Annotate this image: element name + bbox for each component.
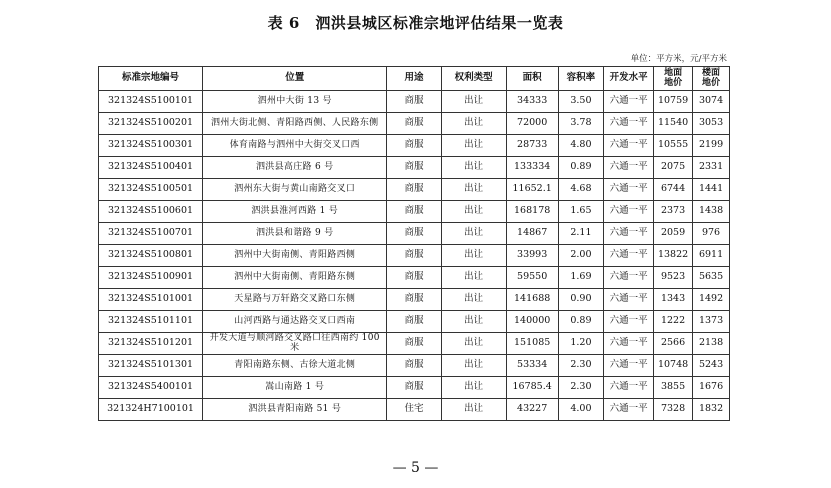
cell-location: 开发大道与顺河路交叉路口往西南约 100 米 bbox=[203, 333, 387, 355]
cell-right-type: 出让 bbox=[441, 355, 506, 377]
header-floor-price-line2: 地价 bbox=[702, 77, 721, 88]
cell-land-price: 7328 bbox=[654, 399, 693, 421]
cell-floor-price: 6911 bbox=[693, 245, 730, 267]
cell-dev-level: 六通一平 bbox=[604, 289, 654, 311]
header-row bbox=[99, 67, 730, 91]
cell-use: 商服 bbox=[387, 113, 441, 135]
cell-land-price: 2373 bbox=[654, 201, 693, 223]
cell-land-price: 11540 bbox=[654, 113, 693, 135]
cell-use: 商服 bbox=[387, 91, 441, 113]
cell-right-type: 出让 bbox=[441, 113, 506, 135]
cell-land-price: 3855 bbox=[654, 377, 693, 399]
cell-code: 321324S5100701 bbox=[99, 223, 203, 245]
cell-land-price: 2075 bbox=[654, 157, 693, 179]
header-floor-price-line1: 楼面 bbox=[702, 68, 721, 79]
cell-location: 泗洪县淮河西路 1 号 bbox=[203, 201, 387, 223]
cell-far: 0.90 bbox=[558, 289, 604, 311]
cell-land-price: 13822 bbox=[654, 245, 693, 267]
cell-location: 泗州中大街南侧、青阳路东侧 bbox=[203, 267, 387, 289]
cell-right-type: 出让 bbox=[441, 289, 506, 311]
header-dev-level: 开发水平 bbox=[604, 67, 654, 91]
cell-right-type: 出让 bbox=[441, 267, 506, 289]
cell-right-type: 出让 bbox=[441, 179, 506, 201]
table-row bbox=[99, 267, 730, 289]
cell-right-type: 出让 bbox=[441, 377, 506, 399]
table-row bbox=[99, 311, 730, 333]
cell-right-type: 出让 bbox=[441, 245, 506, 267]
cell-dev-level: 六通一平 bbox=[604, 267, 654, 289]
cell-land-price: 10748 bbox=[654, 355, 693, 377]
cell-code: 321324S5100901 bbox=[99, 267, 203, 289]
cell-area: 59550 bbox=[506, 267, 558, 289]
cell-land-price: 1222 bbox=[654, 311, 693, 333]
cell-code: 321324S5100801 bbox=[99, 245, 203, 267]
cell-land-price: 6744 bbox=[654, 179, 693, 201]
cell-dev-level: 六通一平 bbox=[604, 377, 654, 399]
cell-code: 321324S5100101 bbox=[99, 91, 203, 113]
cell-use: 商服 bbox=[387, 179, 441, 201]
cell-floor-price: 976 bbox=[693, 223, 730, 245]
cell-far: 0.89 bbox=[558, 157, 604, 179]
cell-dev-level: 六通一平 bbox=[604, 201, 654, 223]
cell-area: 28733 bbox=[506, 135, 558, 157]
cell-far: 2.30 bbox=[558, 355, 604, 377]
cell-use: 商服 bbox=[387, 135, 441, 157]
cell-land-price: 9523 bbox=[654, 267, 693, 289]
header-far: 容积率 bbox=[558, 67, 604, 91]
cell-dev-level: 六通一平 bbox=[604, 223, 654, 245]
cell-use: 商服 bbox=[387, 289, 441, 311]
cell-use: 住宅 bbox=[387, 399, 441, 421]
cell-code: 321324S5100301 bbox=[99, 135, 203, 157]
cell-floor-price: 2138 bbox=[693, 333, 730, 355]
cell-far: 1.69 bbox=[558, 267, 604, 289]
cell-right-type: 出让 bbox=[441, 223, 506, 245]
cell-dev-level: 六通一平 bbox=[604, 399, 654, 421]
cell-code: 321324S5100201 bbox=[99, 113, 203, 135]
cell-far: 3.50 bbox=[558, 91, 604, 113]
cell-dev-level: 六通一平 bbox=[604, 333, 654, 355]
table-row bbox=[99, 201, 730, 223]
cell-floor-price: 3053 bbox=[693, 113, 730, 135]
cell-area: 14867 bbox=[506, 223, 558, 245]
cell-floor-price: 1373 bbox=[693, 311, 730, 333]
cell-code: 321324H7100101 bbox=[99, 399, 203, 421]
cell-floor-price: 1492 bbox=[693, 289, 730, 311]
cell-far: 4.80 bbox=[558, 135, 604, 157]
cell-area: 11652.1 bbox=[506, 179, 558, 201]
cell-location: 泗州大街北侧、青阳路西侧、人民路东侧 bbox=[203, 113, 387, 135]
cell-floor-price: 5243 bbox=[693, 355, 730, 377]
unit-note: 单位：平方米，元/平方米 bbox=[630, 54, 727, 64]
page-number: — 5 — bbox=[392, 460, 439, 476]
header-land-price-line1: 地面 bbox=[664, 68, 683, 79]
cell-code: 321324S5100501 bbox=[99, 179, 203, 201]
table-row bbox=[99, 399, 730, 421]
cell-right-type: 出让 bbox=[441, 157, 506, 179]
table-row bbox=[99, 377, 730, 399]
cell-land-price: 2059 bbox=[654, 223, 693, 245]
cell-code: 321324S5400101 bbox=[99, 377, 203, 399]
cell-far: 2.11 bbox=[558, 223, 604, 245]
cell-location: 泗洪县青阳南路 51 号 bbox=[203, 399, 387, 421]
cell-far: 2.30 bbox=[558, 377, 604, 399]
land-valuation-table bbox=[98, 66, 730, 421]
table-title: 表 6 泗洪县城区标准宗地评估结果一览表 bbox=[267, 14, 564, 32]
cell-use: 商服 bbox=[387, 355, 441, 377]
cell-dev-level: 六通一平 bbox=[604, 355, 654, 377]
cell-area: 72000 bbox=[506, 113, 558, 135]
cell-location: 天星路与万轩路交叉路口东侧 bbox=[203, 289, 387, 311]
cell-floor-price: 1832 bbox=[693, 399, 730, 421]
header-land-price bbox=[654, 67, 693, 91]
cell-far: 3.78 bbox=[558, 113, 604, 135]
cell-code: 321324S5101001 bbox=[99, 289, 203, 311]
cell-use: 商服 bbox=[387, 157, 441, 179]
cell-dev-level: 六通一平 bbox=[604, 135, 654, 157]
cell-dev-level: 六通一平 bbox=[604, 91, 654, 113]
cell-use: 商服 bbox=[387, 377, 441, 399]
cell-location: 泗洪县和谐路 9 号 bbox=[203, 223, 387, 245]
cell-land-price: 2566 bbox=[654, 333, 693, 355]
table-row bbox=[99, 157, 730, 179]
cell-right-type: 出让 bbox=[441, 333, 506, 355]
cell-area: 151085 bbox=[506, 333, 558, 355]
cell-dev-level: 六通一平 bbox=[604, 157, 654, 179]
table-row bbox=[99, 135, 730, 157]
cell-use: 商服 bbox=[387, 311, 441, 333]
header-right-type: 权利类型 bbox=[441, 67, 506, 91]
cell-right-type: 出让 bbox=[441, 311, 506, 333]
header-code: 标准宗地编号 bbox=[99, 67, 203, 91]
cell-land-price: 10759 bbox=[654, 91, 693, 113]
cell-area: 16785.4 bbox=[506, 377, 558, 399]
cell-right-type: 出让 bbox=[441, 399, 506, 421]
cell-use: 商服 bbox=[387, 333, 441, 355]
table-row bbox=[99, 245, 730, 267]
table-row bbox=[99, 355, 730, 377]
cell-area: 141688 bbox=[506, 289, 558, 311]
cell-area: 53334 bbox=[506, 355, 558, 377]
table-row bbox=[99, 113, 730, 135]
cell-right-type: 出让 bbox=[441, 91, 506, 113]
cell-location: 嵩山南路 1 号 bbox=[203, 377, 387, 399]
cell-dev-level: 六通一平 bbox=[604, 311, 654, 333]
cell-dev-level: 六通一平 bbox=[604, 245, 654, 267]
cell-far: 1.65 bbox=[558, 201, 604, 223]
table-body bbox=[99, 91, 730, 421]
cell-location: 青阳南路东侧、古徐大道北侧 bbox=[203, 355, 387, 377]
cell-far: 4.00 bbox=[558, 399, 604, 421]
cell-floor-price: 1438 bbox=[693, 201, 730, 223]
header-floor-price bbox=[693, 67, 730, 91]
header-use: 用途 bbox=[387, 67, 441, 91]
cell-floor-price: 2331 bbox=[693, 157, 730, 179]
cell-area: 34333 bbox=[506, 91, 558, 113]
cell-floor-price: 1676 bbox=[693, 377, 730, 399]
cell-use: 商服 bbox=[387, 223, 441, 245]
table-row bbox=[99, 223, 730, 245]
cell-right-type: 出让 bbox=[441, 135, 506, 157]
cell-dev-level: 六通一平 bbox=[604, 179, 654, 201]
cell-use: 商服 bbox=[387, 245, 441, 267]
cell-area: 140000 bbox=[506, 311, 558, 333]
cell-use: 商服 bbox=[387, 267, 441, 289]
table-row bbox=[99, 333, 730, 355]
cell-area: 133334 bbox=[506, 157, 558, 179]
header-area: 面积 bbox=[506, 67, 558, 91]
cell-code: 321324S5100601 bbox=[99, 201, 203, 223]
cell-code: 321324S5101301 bbox=[99, 355, 203, 377]
cell-code: 321324S5100401 bbox=[99, 157, 203, 179]
cell-location: 泗州中大街 13 号 bbox=[203, 91, 387, 113]
cell-area: 168178 bbox=[506, 201, 558, 223]
cell-code: 321324S5101201 bbox=[99, 333, 203, 355]
cell-area: 43227 bbox=[506, 399, 558, 421]
cell-land-price: 1343 bbox=[654, 289, 693, 311]
cell-far: 0.89 bbox=[558, 311, 604, 333]
cell-dev-level: 六通一平 bbox=[604, 113, 654, 135]
cell-location: 泗州东大街与黄山南路交叉口 bbox=[203, 179, 387, 201]
cell-code: 321324S5101101 bbox=[99, 311, 203, 333]
cell-right-type: 出让 bbox=[441, 201, 506, 223]
cell-floor-price: 3074 bbox=[693, 91, 730, 113]
cell-area: 33993 bbox=[506, 245, 558, 267]
cell-location: 山河西路与通达路交叉口西南 bbox=[203, 311, 387, 333]
cell-far: 1.20 bbox=[558, 333, 604, 355]
table-row bbox=[99, 289, 730, 311]
table-row bbox=[99, 179, 730, 201]
cell-location: 泗洪县高庄路 6 号 bbox=[203, 157, 387, 179]
cell-floor-price: 2199 bbox=[693, 135, 730, 157]
cell-far: 4.68 bbox=[558, 179, 604, 201]
cell-floor-price: 1441 bbox=[693, 179, 730, 201]
header-location: 位置 bbox=[203, 67, 387, 91]
cell-location: 泗州中大街南侧、青阳路西侧 bbox=[203, 245, 387, 267]
cell-far: 2.00 bbox=[558, 245, 604, 267]
cell-floor-price: 5635 bbox=[693, 267, 730, 289]
cell-land-price: 10555 bbox=[654, 135, 693, 157]
cell-location: 体育南路与泗州中大街交叉口西 bbox=[203, 135, 387, 157]
cell-use: 商服 bbox=[387, 201, 441, 223]
header-land-price-line2: 地价 bbox=[664, 77, 683, 88]
table-row bbox=[99, 91, 730, 113]
